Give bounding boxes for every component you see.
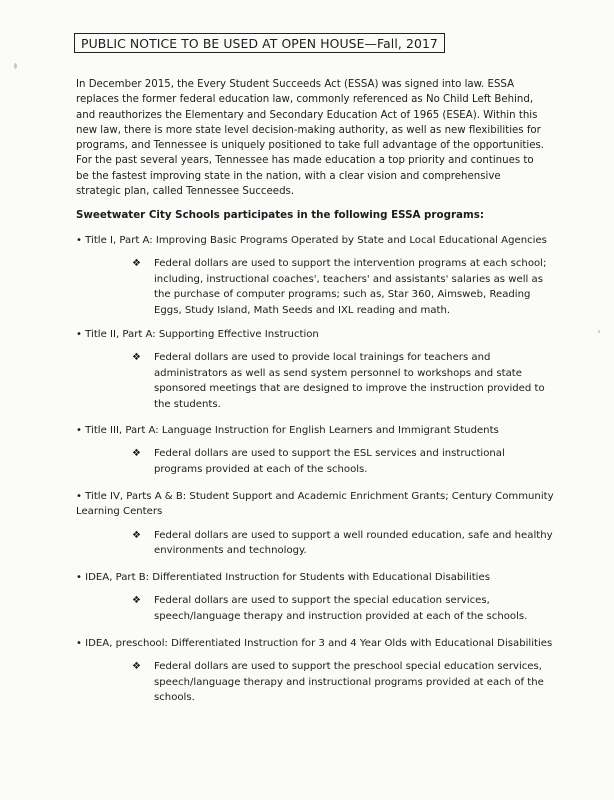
program-title: • Title I, Part A: Improving Basic Programs Operated by State and Local Educational Agencies: [76, 235, 547, 246]
program-title-i: [76, 233, 556, 318]
program-description-block: [76, 446, 556, 477]
program-description: Federal dollars are used to support the intervention programs at each school; including, instructional coaches', teachers' and assistants' salaries as well as the purchase of computer programs; such as, Star 360, Aimsweb, Reading Eggs, Study Island, Math Seeds and IXL reading and math.: [154, 258, 547, 316]
program-title: • IDEA, preschool: Differentiated Instruction for 3 and 4 Year Olds with Educational Disabilities: [76, 638, 553, 649]
program-title: • Title IV, Parts A & B: Student Support and Academic Enrichment Grants; Century Community Learning Centers: [76, 491, 554, 518]
notice-title: PUBLIC NOTICE TO BE USED AT OPEN HOUSE—Fall, 2017: [74, 33, 445, 53]
program-title-ii: [76, 327, 556, 412]
program-title-iii: [76, 423, 556, 477]
program-description-block: [76, 593, 556, 624]
diamond-bullet-icon: ❖: [132, 448, 141, 460]
program-idea-part-b: [76, 570, 556, 624]
program-description: Federal dollars are used to support the preschool special education services, speech/language therapy and instructional programs provided at each of the schools.: [154, 661, 544, 704]
diamond-bullet-icon: ❖: [132, 529, 141, 541]
scan-smudge: [14, 63, 17, 69]
program-description: Federal dollars are used to provide local trainings for teachers and administrators as well as send system personnel to workshops and state sponsored meetings that are designed to improve the instruction provided to the students.: [154, 352, 545, 410]
program-title: • IDEA, Part B: Differentiated Instruction for Students with Educational Disabilities: [76, 572, 490, 583]
diamond-bullet-icon: ❖: [132, 352, 141, 364]
programs-heading: Sweetwater City Schools participates in the following ESSA programs:: [76, 209, 484, 221]
program-description: Federal dollars are used to support a well rounded education, safe and healthy environments and technology.: [154, 529, 553, 557]
diamond-bullet-icon: ❖: [132, 258, 141, 270]
program-title-iv: [76, 489, 556, 559]
diamond-bullet-icon: ❖: [132, 661, 141, 673]
program-description-block: [76, 256, 556, 318]
program-idea-preschool: [76, 636, 556, 706]
program-description: Federal dollars are used to support the ESL services and instructional programs provided at each of the schools.: [154, 448, 505, 475]
intro-paragraph: In December 2015, the Every Student Succeeds Act (ESSA) was signed into law. ESSA replaces the former federal education law, commonly referenced as No Child Left Behind, and reauthorizes the Elementary and Secondary Education Act of 1965 (ESEA). Within this new law, there is more state level decision-making authority, as well as new flexibilities for programs, and Tennessee is uniquely positioned to take full advantage of the opportunities. For the past several years, Tennessee has made education a top priority and continues to be the fastest improving state in the nation, with a clear vision and comprehensive strategic plan, called Tennessee Succeeds.: [76, 79, 545, 198]
scan-smudge: [598, 330, 600, 333]
program-description-block: [76, 350, 556, 412]
program-title: • Title III, Part A: Language Instruction for English Learners and Immigrant Students: [76, 425, 499, 436]
diamond-bullet-icon: ❖: [132, 595, 141, 607]
program-description-block: [76, 659, 556, 705]
program-description: Federal dollars are used to support the special education services, speech/language therapy and instruction provided at each of the schools.: [154, 595, 528, 622]
program-title: • Title II, Part A: Supporting Effective Instruction: [76, 329, 319, 340]
program-description-block: [76, 528, 556, 559]
